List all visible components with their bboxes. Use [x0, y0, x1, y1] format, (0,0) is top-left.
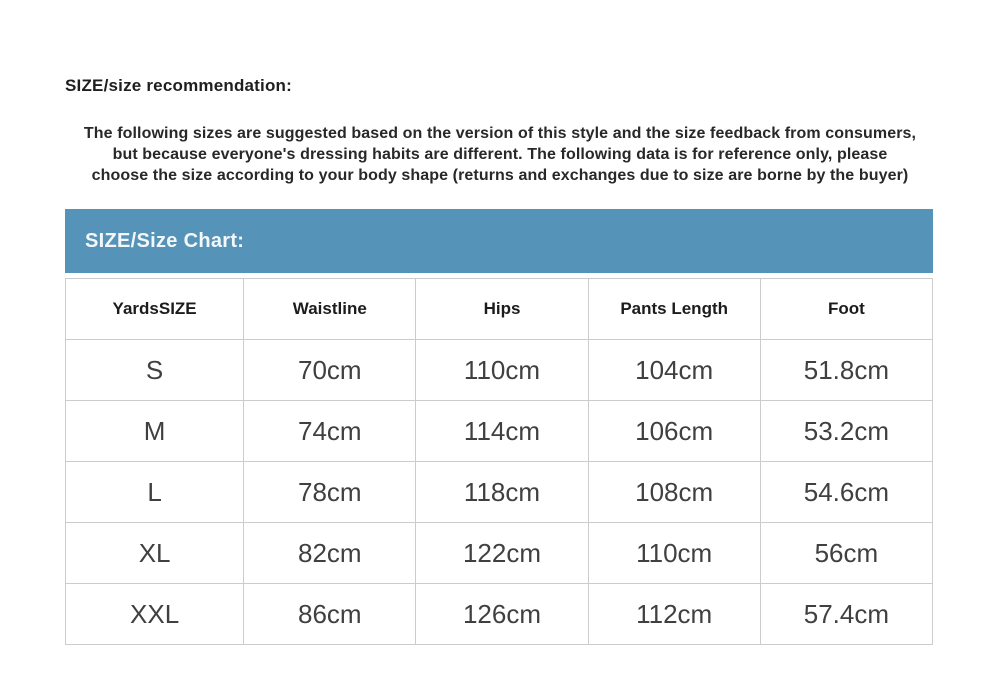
- cell-foot: 51.8cm: [760, 340, 932, 401]
- cell-foot: 57.4cm: [760, 584, 932, 645]
- cell-foot: 56cm: [760, 523, 932, 584]
- size-chart-title: SIZE/Size Chart:: [85, 229, 245, 252]
- table-row-xl: [66, 523, 933, 584]
- cell-hips: 126cm: [416, 584, 588, 645]
- cell-foot: 54.6cm: [760, 462, 932, 523]
- table-row-m: [66, 401, 933, 462]
- cell-waistline: 70cm: [244, 340, 416, 401]
- table-header-row: [66, 279, 933, 340]
- cell-waistline: 86cm: [244, 584, 416, 645]
- cell-hips: 114cm: [416, 401, 588, 462]
- column-header-waistline: Waistline: [244, 279, 416, 340]
- cell-size-label: M: [66, 401, 244, 462]
- cell-pants-length: 106cm: [588, 401, 760, 462]
- table-row-s: [66, 340, 933, 401]
- cell-hips: 110cm: [416, 340, 588, 401]
- cell-foot: 53.2cm: [760, 401, 932, 462]
- cell-pants-length: 110cm: [588, 523, 760, 584]
- description-line-1: The following sizes are suggested based on the version of this style and the size feedback from consumers,: [83, 125, 917, 142]
- table-row-xxl: [66, 584, 933, 645]
- cell-waistline: 78cm: [244, 462, 416, 523]
- page-title: SIZE/size recommendation:: [65, 76, 292, 95]
- cell-hips: 118cm: [416, 462, 588, 523]
- table-row-l: [66, 462, 933, 523]
- cell-waistline: 82cm: [244, 523, 416, 584]
- description-line-2: but because everyone's dressing habits are different. The following data is for reference only, please: [112, 146, 888, 163]
- cell-size-label: XL: [66, 523, 244, 584]
- cell-pants-length: 104cm: [588, 340, 760, 401]
- description-line-3: choose the size according to your body shape (returns and exchanges due to size are borne by the buyer): [91, 167, 909, 184]
- column-header-size: YardsSIZE: [66, 279, 244, 340]
- cell-size-label: S: [66, 340, 244, 401]
- size-chart-table: [65, 278, 933, 645]
- cell-hips: 122cm: [416, 523, 588, 584]
- size-recommendation-text: [65, 123, 935, 186]
- cell-waistline: 74cm: [244, 401, 416, 462]
- column-header-hips: Hips: [416, 279, 588, 340]
- size-chart-banner: [65, 209, 933, 273]
- cell-size-label: XXL: [66, 584, 244, 645]
- cell-size-label: L: [66, 462, 244, 523]
- cell-pants-length: 112cm: [588, 584, 760, 645]
- column-header-foot: Foot: [760, 279, 932, 340]
- column-header-pants-length: Pants Length: [588, 279, 760, 340]
- cell-pants-length: 108cm: [588, 462, 760, 523]
